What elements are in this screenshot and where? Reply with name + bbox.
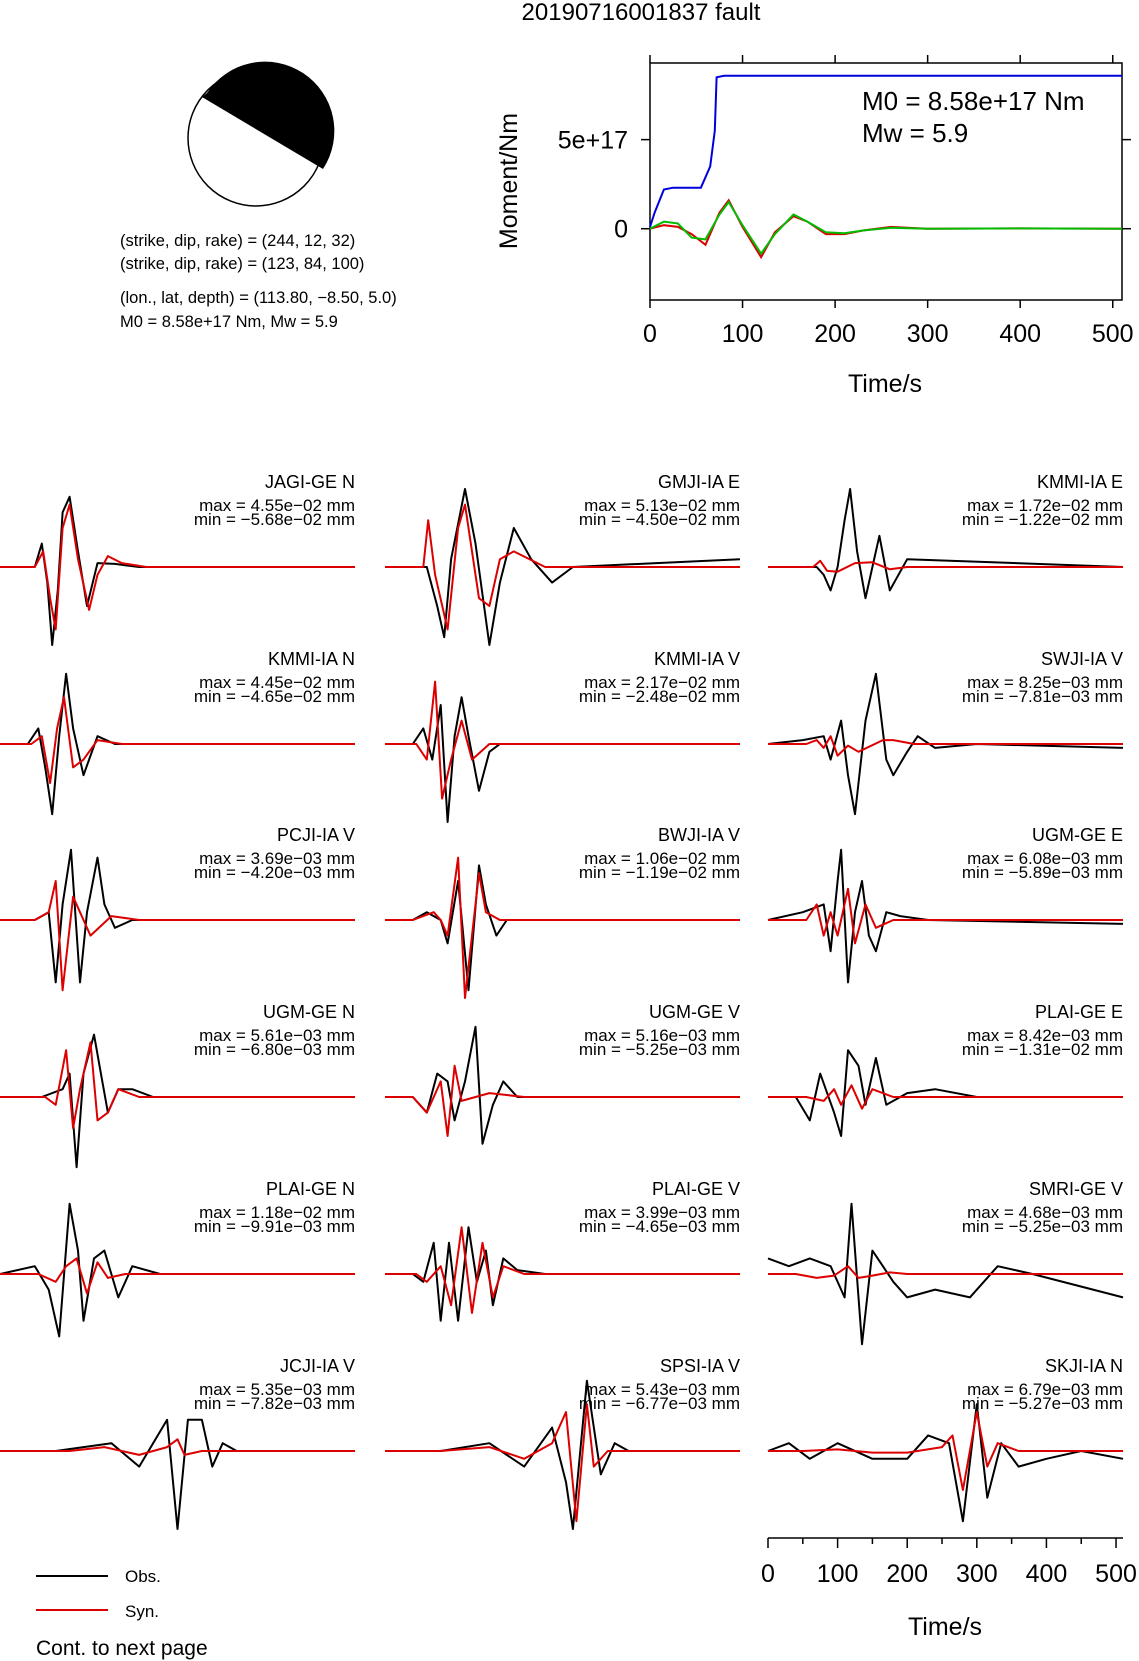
station-name: SWJI-IA V: [1040, 649, 1123, 669]
station-min: min = −1.22e−02 mm: [961, 510, 1123, 529]
legend: [36, 1567, 161, 1621]
stf-x-label: Time/s: [847, 370, 923, 398]
legend-syn-label: Syn.: [125, 1602, 160, 1621]
station-max: max = 5.35e−03 mm: [199, 1380, 355, 1399]
observed-waveform: [385, 697, 740, 822]
stf-y-label: Moment/Nm: [495, 112, 523, 250]
stf-x-tick-label: 500: [1091, 320, 1134, 348]
station-panel: [0, 1356, 355, 1529]
station-panel: [385, 1179, 740, 1321]
station-name: UGM-GE E: [1031, 825, 1123, 845]
stf-y-axis: [558, 127, 1131, 244]
moment-magnitude-line: M0 = 8.58e+17 Nm, Mw = 5.9: [120, 313, 338, 331]
station-name: JAGI-GE N: [264, 472, 355, 492]
station-panel: [0, 1002, 355, 1167]
stf-x-tick-label: 0: [643, 320, 657, 348]
nodal-plane-1: (strike, dip, rake) = (244, 12, 32): [120, 232, 356, 250]
station-panel: [768, 1002, 1123, 1136]
stf-x-tick-label: 300: [906, 320, 949, 348]
station-min: min = −4.65e−03 mm: [578, 1217, 740, 1236]
station-min: min = −5.27e−03 mm: [961, 1394, 1123, 1413]
station-min: min = −1.19e−02 mm: [578, 863, 740, 882]
station-panel: [768, 472, 1123, 598]
station-min: min = −6.80e−03 mm: [193, 1040, 355, 1059]
station-panel: [0, 1179, 355, 1336]
station-panel: [385, 472, 740, 645]
station-min: min = −1.31e−02 mm: [961, 1040, 1123, 1059]
station-name: UGM-GE N: [263, 1002, 355, 1022]
station-max: max = 4.55e−02 mm: [199, 496, 355, 515]
station-max: max = 5.43e−03 mm: [584, 1380, 740, 1399]
station-name: PLAI-GE N: [265, 1179, 355, 1199]
stf-x-tick-label: 400: [999, 320, 1042, 348]
station-name: PCJI-IA V: [276, 825, 355, 845]
station-max: max = 1.18e−02 mm: [199, 1203, 355, 1222]
station-name: KMMI-IA E: [1036, 472, 1123, 492]
station-min: min = −4.50e−02 mm: [578, 510, 740, 529]
waveform-x-tick-label: 300: [955, 1560, 998, 1588]
observed-waveform: [768, 1050, 1123, 1136]
station-name: SPSI-IA V: [659, 1356, 740, 1376]
station-panel: [768, 1356, 1123, 1521]
station-panel: [768, 649, 1123, 814]
station-min: min = −5.25e−03 mm: [961, 1217, 1123, 1236]
station-panel: [385, 1002, 740, 1144]
station-min: min = −5.68e−02 mm: [193, 510, 355, 529]
waveform-x-tick-label: 500: [1095, 1560, 1137, 1588]
station-min: min = −9.91e−03 mm: [193, 1217, 355, 1236]
synthetic-waveform: [0, 881, 355, 990]
waveform-x-tick-label: 200: [886, 1560, 929, 1588]
waveform-x-tick-label: 100: [816, 1560, 859, 1588]
station-max: max = 8.42e−03 mm: [967, 1026, 1123, 1045]
station-panel: [385, 1356, 740, 1529]
waveform-x-tick-label: 400: [1025, 1560, 1068, 1588]
station-min: min = −2.48e−02 mm: [578, 687, 740, 706]
station-panel: [0, 649, 355, 814]
station-panel: [385, 825, 740, 998]
station-name: PLAI-GE E: [1034, 1002, 1123, 1022]
waveform-grid: [0, 472, 1123, 1529]
station-max: max = 6.79e−03 mm: [967, 1380, 1123, 1399]
station-max: max = 3.99e−03 mm: [584, 1203, 740, 1222]
station-name: KMMI-IA N: [267, 649, 355, 669]
station-min: min = −5.89e−03 mm: [961, 863, 1123, 882]
observed-waveform: [0, 1420, 355, 1529]
moment-rate-panel: [495, 55, 1134, 398]
station-max: max = 1.72e−02 mm: [967, 496, 1123, 515]
synthetic-waveform: [768, 1266, 1123, 1278]
stf-x-tick-label: 200: [814, 320, 856, 348]
stf-y-tick-label: 5e+17: [557, 126, 628, 155]
synthetic-waveform: [385, 1066, 740, 1136]
stf-y-tick-label: 0: [614, 215, 628, 244]
station-max: max = 6.08e−03 mm: [967, 849, 1123, 868]
waveform-x-label: Time/s: [907, 1613, 983, 1641]
stf-m0-annotation: M0 = 8.58e+17 Nm: [862, 86, 1085, 116]
station-min: min = −4.65e−02 mm: [193, 687, 355, 706]
station-name: JCJI-IA V: [279, 1356, 355, 1376]
station-max: max = 3.69e−03 mm: [199, 849, 355, 868]
station-panel: [385, 649, 740, 822]
source-location: (lon., lat, depth) = (113.80, −8.50, 5.0): [120, 289, 397, 307]
stf-x-tick-label: 100: [721, 320, 764, 348]
stf-mw-annotation: Mw = 5.9: [862, 118, 969, 148]
station-name: SKJI-IA N: [1044, 1356, 1123, 1376]
station-min: min = −6.77e−03 mm: [578, 1394, 740, 1413]
station-max: max = 5.13e−02 mm: [584, 496, 740, 515]
station-panel: [0, 472, 355, 645]
synthetic-waveform: [385, 1404, 740, 1521]
legend-obs-label: Obs.: [125, 1567, 161, 1586]
synthetic-waveform: [768, 561, 1123, 572]
station-panel: [768, 1179, 1123, 1344]
station-min: min = −7.82e−03 mm: [193, 1394, 355, 1413]
station-panel: [0, 825, 355, 990]
station-max: max = 2.17e−02 mm: [584, 673, 740, 692]
synthetic-waveform: [0, 1439, 355, 1455]
continuation-note: Cont. to next page: [36, 1637, 208, 1660]
waveform-x-tick-label: 0: [761, 1560, 775, 1588]
station-min: min = −4.20e−03 mm: [193, 863, 355, 882]
synthetic-waveform: [768, 1085, 1123, 1108]
station-max: max = 8.25e−03 mm: [967, 673, 1123, 692]
station-max: max = 1.06e−02 mm: [584, 849, 740, 868]
station-name: PLAI-GE V: [651, 1179, 740, 1199]
station-name: SMRI-GE V: [1028, 1179, 1123, 1199]
synthetic-waveform: [768, 889, 1123, 944]
station-name: UGM-GE V: [648, 1002, 740, 1022]
station-max: max = 5.16e−03 mm: [584, 1026, 740, 1045]
station-max: max = 4.68e−03 mm: [967, 1203, 1123, 1222]
figure-title: 20190716001837 fault: [521, 0, 761, 26]
observed-waveform: [768, 1404, 1123, 1521]
station-panel: [768, 825, 1123, 982]
beachball-icon: [188, 62, 334, 206]
synthetic-waveform: [0, 1258, 355, 1293]
observed-waveform: [385, 865, 740, 990]
station-name: KMMI-IA V: [653, 649, 740, 669]
station-min: min = −5.25e−03 mm: [578, 1040, 740, 1059]
waveform-time-axis: [761, 1538, 1137, 1588]
station-max: max = 4.45e−02 mm: [199, 673, 355, 692]
synthetic-waveform: [768, 1412, 1123, 1490]
station-max: max = 5.61e−03 mm: [199, 1026, 355, 1045]
station-min: min = −7.81e−03 mm: [961, 687, 1123, 706]
synthetic-waveform: [0, 697, 355, 783]
station-name: GMJI-IA E: [657, 472, 740, 492]
nodal-plane-2: (strike, dip, rake) = (123, 84, 100): [120, 255, 365, 273]
station-name: BWJI-IA V: [657, 825, 740, 845]
